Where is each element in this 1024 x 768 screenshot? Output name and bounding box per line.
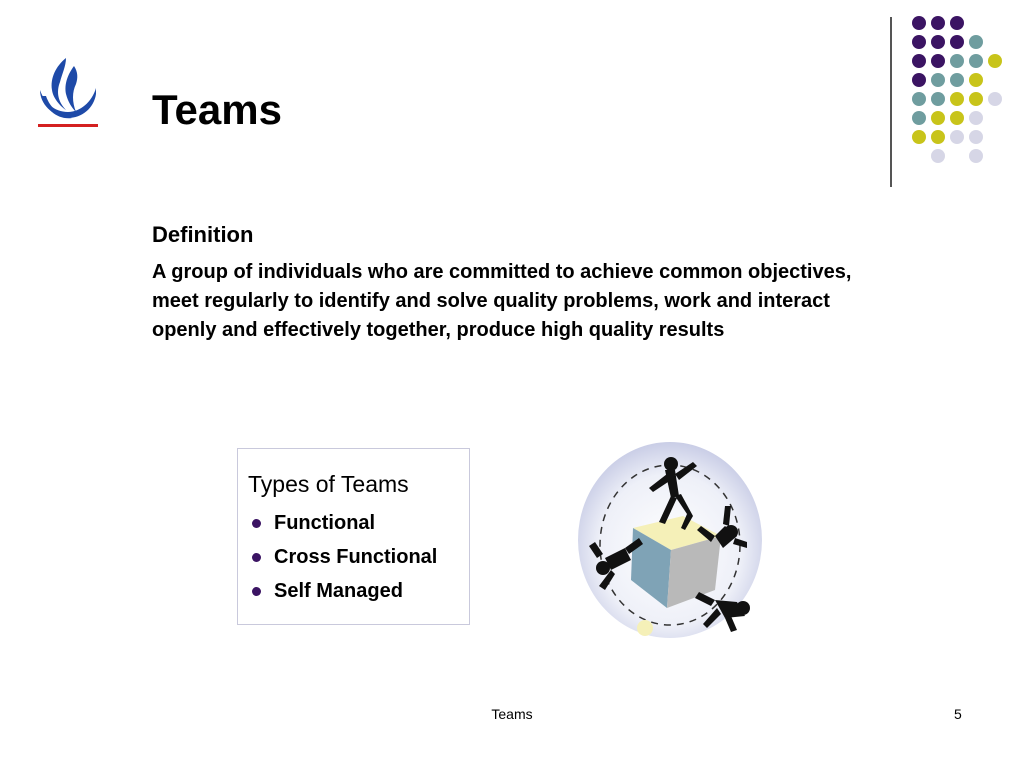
types-list: [250, 511, 437, 613]
list-item: Functional: [250, 511, 437, 545]
divider-line: [890, 17, 892, 187]
types-title: Types of Teams: [248, 471, 409, 497]
definition-text: A group of individuals who are committed to achieve common objectives, meet regularly to identify and solve quality problems, work and interact openly and effectively together, produce high quality results: [152, 261, 852, 341]
list-item: Cross Functional: [250, 545, 437, 579]
flame-logo-icon: [36, 56, 100, 132]
page-number: 5: [954, 706, 962, 722]
types-of-teams-box: [237, 448, 470, 625]
footer-title: Teams: [491, 706, 533, 722]
list-item: Self Managed: [250, 579, 437, 613]
definition-heading: Definition: [152, 222, 254, 247]
dot-grid-decoration: [904, 10, 1016, 170]
team-on-cube-clipart: [575, 440, 765, 640]
slide-title: Teams: [152, 86, 282, 133]
